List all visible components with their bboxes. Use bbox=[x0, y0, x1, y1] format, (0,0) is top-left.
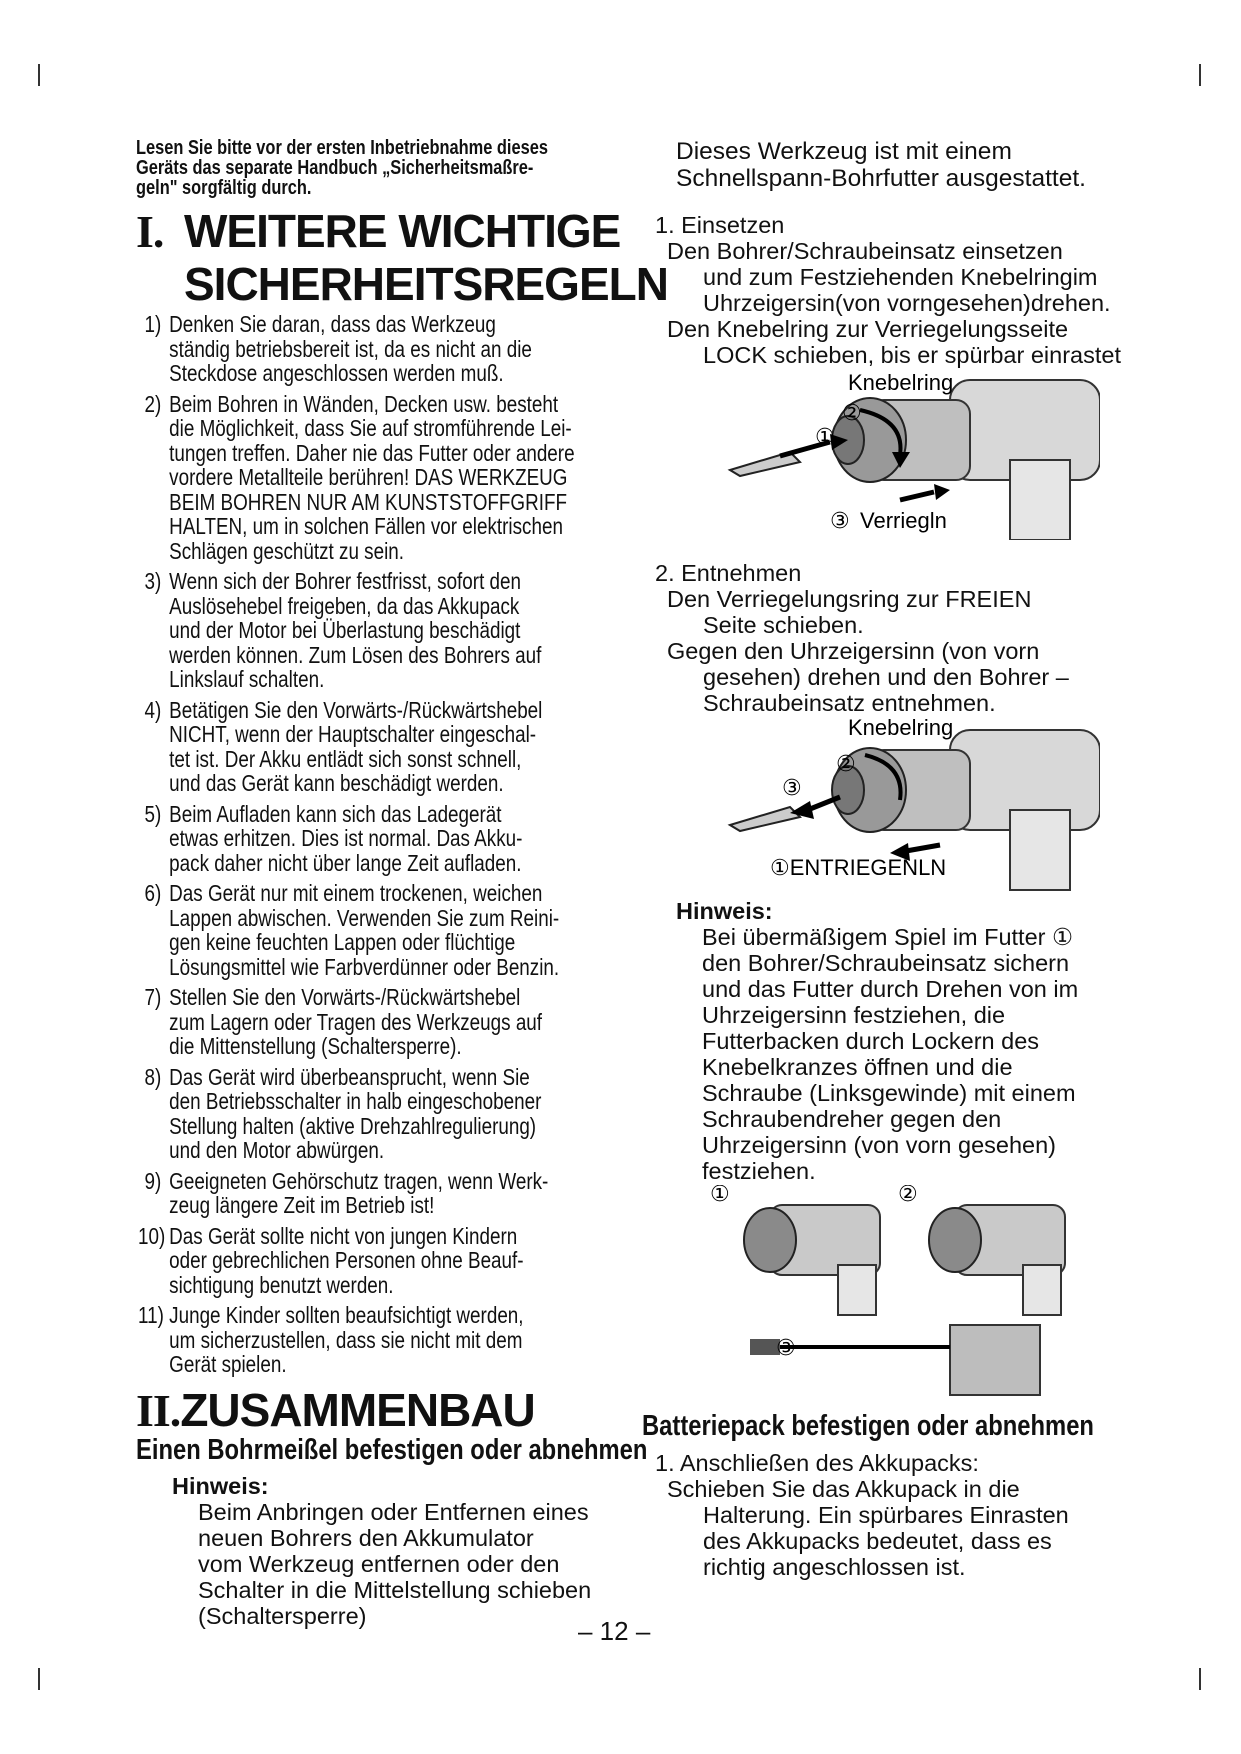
hinweis-label: Hinweis: bbox=[172, 1473, 269, 1499]
rule-number: 5) bbox=[144, 800, 162, 827]
text-line: Den Bohrer/Schraubeinsatz einsetzen bbox=[667, 238, 1063, 264]
safety-rule-item bbox=[138, 1303, 630, 1377]
safety-rules-list bbox=[138, 312, 738, 1383]
rule-line: Stellen Sie den Vorwärts-/Rückwärtshebel bbox=[169, 984, 521, 1010]
text-line: richtig angeschlossen ist. bbox=[703, 1554, 966, 1580]
rule-line: Betätigen Sie den Vorwärts-/Rückwärtshebel bbox=[169, 696, 543, 723]
text-line: LOCK schieben, bis er spürbar einrastet bbox=[703, 342, 1121, 368]
page-number: – 12 – bbox=[578, 1616, 651, 1646]
rule-number: 2) bbox=[144, 390, 162, 417]
section-number: I. bbox=[136, 206, 164, 257]
step-einsetzen bbox=[655, 212, 1121, 368]
fig2-callout-3: ③ bbox=[782, 776, 802, 801]
text-line: Futterbacken durch Lockern des bbox=[702, 1028, 1040, 1054]
rule-line: und den Motor abwürgen. bbox=[169, 1137, 385, 1163]
rule-line: werden können. Zum Lösen des Bohrers auf bbox=[169, 641, 542, 668]
rule-line: Lösungsmittel wie Farbverdünner oder Benzin. bbox=[169, 953, 560, 980]
rule-line: Das Gerät wird überbeansprucht, wenn Sie bbox=[169, 1063, 530, 1090]
safety-rule-item bbox=[138, 881, 630, 979]
rule-line: zeug längere Zeit im Betrieb ist! bbox=[169, 1192, 435, 1218]
fig1-label-verriegeln: Verriegln bbox=[860, 508, 947, 533]
text-line: Knebelkranzes öffnen und die bbox=[702, 1054, 1013, 1080]
fig3-callout-3: ③ bbox=[776, 1336, 796, 1361]
rule-line: Junge Kinder sollten beaufsichtigt werden, bbox=[169, 1302, 524, 1328]
rule-line: Denken Sie daran, dass das Werkzeug bbox=[169, 311, 496, 337]
step-entnehmen bbox=[655, 560, 1069, 716]
drill-remove-figure bbox=[720, 715, 1100, 895]
intro-line: geln" sorgfältig durch. bbox=[136, 177, 312, 199]
rule-line: NICHT, wenn der Hauptschalter eingeschal- bbox=[169, 721, 537, 747]
safety-rule-item bbox=[138, 392, 630, 564]
drill-insert-figure bbox=[720, 370, 1100, 540]
rule-number: 7) bbox=[144, 984, 162, 1010]
text-line: den Bohrer/Schraubeinsatz sichern bbox=[702, 950, 1070, 976]
text-line: neuen Bohrers den Akkumulator bbox=[198, 1525, 534, 1551]
safety-rule-item bbox=[138, 985, 630, 1059]
rule-line: BEIM BOHREN NUR AM KUNSTSTOFFGRIFF bbox=[169, 488, 567, 515]
hinweis-right bbox=[676, 898, 1078, 1184]
text-line: Halterung. Ein spürbares Einrasten bbox=[703, 1502, 1069, 1528]
text-line: festziehen. bbox=[702, 1158, 816, 1184]
text-line: Schraubendreher gegen den bbox=[702, 1106, 1002, 1132]
intro-note bbox=[136, 138, 628, 198]
text-line: gesehen) drehen und den Bohrer – bbox=[703, 664, 1069, 690]
chuck-tighten-figure bbox=[710, 1185, 1080, 1400]
rule-line: tungen treffen. Daher nie das Futter oder andere bbox=[169, 439, 575, 466]
text-line: Den Verriegelungsring zur FREIEN bbox=[667, 586, 1032, 612]
fig2-label-knebelring: Knebelring bbox=[848, 715, 954, 740]
rule-number: 8) bbox=[144, 1063, 162, 1090]
section-title: ZUSAMMENBAU bbox=[180, 1384, 535, 1436]
text-line: Uhrzeigersin(von vorngesehen)drehen. bbox=[703, 290, 1111, 316]
rule-line: Lappen abwischen. Verwenden Sie zum Reini- bbox=[169, 904, 560, 931]
fig2-label-entriegeln: ①ENTRIEGENLN bbox=[770, 855, 947, 880]
subheading-drill-bit: Einen Bohrmeißel befestigen oder abnehmen bbox=[136, 1434, 648, 1466]
fig3-callout-1: ① bbox=[710, 1185, 730, 1207]
section-number: II. bbox=[136, 1385, 181, 1436]
rule-line: etwas erhitzen. Dies ist normal. Das Akku- bbox=[169, 825, 523, 851]
fig2-callout-2: ② bbox=[836, 752, 856, 777]
safety-rule-item bbox=[138, 312, 630, 386]
safety-rule-item bbox=[138, 1065, 630, 1163]
step-akku bbox=[655, 1450, 1069, 1580]
section-title-line: WEITERE WICHTIGE bbox=[184, 205, 621, 257]
rule-line: gen keine feuchten Lappen oder flüchtige bbox=[169, 929, 516, 955]
section-2-heading bbox=[136, 1383, 535, 1437]
rule-line: Geeigneten Gehörschutz tragen, wenn Werk- bbox=[169, 1167, 549, 1194]
rule-line: oder gebrechlichen Personen ohne Beauf- bbox=[169, 1247, 524, 1273]
safety-rule-item bbox=[138, 1169, 630, 1218]
rule-line: Das Gerät sollte nicht von jungen Kindern bbox=[169, 1222, 518, 1249]
crop-mark bbox=[1199, 64, 1201, 86]
text-line: (Schaltersperre) bbox=[198, 1603, 367, 1629]
hinweis-left bbox=[172, 1473, 642, 1629]
rule-line: sichtigung benutzt werden. bbox=[169, 1271, 394, 1298]
rule-line: und der Motor bei Überlastung beschädigt bbox=[169, 617, 521, 643]
safety-rule-item bbox=[138, 698, 630, 796]
text-line: vom Werkzeug entfernen oder den bbox=[198, 1551, 560, 1577]
section-1-heading bbox=[136, 205, 668, 310]
rule-number: 11) bbox=[138, 1302, 164, 1328]
text-line: des Akkupacks bedeutet, dass es bbox=[703, 1528, 1052, 1554]
text-line: Seite schieben. bbox=[703, 612, 864, 638]
fig1-label-knebelring: Knebelring bbox=[848, 370, 954, 395]
rule-line: Steckdose angeschlossen werden muß. bbox=[169, 360, 504, 386]
rule-line: die Möglichkeit, dass Sie auf stromführende Lei- bbox=[169, 415, 572, 441]
rule-line: den Betriebsschalter in halb eingeschobener bbox=[169, 1088, 542, 1114]
fig1-callout-3: ③ bbox=[830, 509, 850, 534]
rule-line: die Mittenstellung (Schaltersperre). bbox=[169, 1033, 462, 1059]
rule-number: 6) bbox=[144, 880, 162, 906]
crop-mark bbox=[38, 1668, 40, 1690]
rule-line: Das Gerät nur mit einem trockenen, weichen bbox=[169, 880, 543, 906]
rule-line: Beim Bohren in Wänden, Decken usw. besteht bbox=[169, 390, 559, 417]
step-heading: 1. Einsetzen bbox=[655, 212, 785, 238]
fig3-drill-2 bbox=[929, 1205, 1065, 1315]
text-line: Schalter in die Mittelstellung schieben bbox=[198, 1577, 592, 1603]
safety-rule-item bbox=[138, 569, 630, 692]
rule-number: 9) bbox=[144, 1167, 162, 1194]
rule-line: um sicherzustellen, dass sie nicht mit dem bbox=[169, 1326, 523, 1353]
rule-line: pack daher nicht über lange Zeit aufladen. bbox=[169, 849, 522, 876]
text-line: Schraubeinsatz entnehmen. bbox=[703, 690, 996, 716]
rule-number: 1) bbox=[144, 311, 162, 337]
safety-rule-item bbox=[138, 1224, 630, 1298]
rule-number: 4) bbox=[144, 696, 162, 723]
section-title-line: SICHERHEITSREGELN bbox=[184, 258, 668, 310]
fig3-callout-2: ② bbox=[898, 1185, 918, 1207]
rule-line: ständig betriebsbereit ist, da es nicht an die bbox=[169, 335, 532, 362]
rule-line: vordere Metallteile berühren! DAS WERKZEUG bbox=[169, 464, 568, 490]
rule-number: 3) bbox=[144, 568, 162, 594]
text-line: Den Knebelring zur Verriegelungsseite bbox=[667, 316, 1069, 342]
fig1-callout-2: ② bbox=[842, 401, 862, 426]
text-line: Schraube (Linksgewinde) mit einem bbox=[702, 1080, 1076, 1106]
rule-line: Wenn sich der Bohrer festfrisst, sofort den bbox=[169, 568, 522, 594]
subheading-battery: Batteriepack befestigen oder abnehmen bbox=[642, 1410, 1094, 1442]
chuck-intro bbox=[676, 138, 1086, 192]
rule-line: Stellung halten (aktive Drehzahlregulierung) bbox=[169, 1112, 537, 1139]
rule-line: und das Gerät kann beschädigt werden. bbox=[169, 770, 504, 796]
text-line: Schieben Sie das Akkupack in die bbox=[667, 1476, 1020, 1502]
rule-line: zum Lagern oder Tragen des Werkzeugs auf bbox=[169, 1008, 543, 1035]
rule-line: Linkslauf schalten. bbox=[169, 666, 325, 692]
text-line: und zum Festziehenden Knebelringim bbox=[703, 264, 1098, 290]
rule-line: tet ist. Der Akku entlädt sich sonst schnell, bbox=[169, 745, 522, 772]
fig3-drill-1 bbox=[744, 1205, 880, 1315]
text-line: Bei übermäßigem Spiel im Futter ① bbox=[702, 924, 1074, 950]
rule-line: HALTEN, um in solchen Fällen vor elektrischen bbox=[169, 513, 563, 539]
rule-line: Schlägen geschützt zu sein. bbox=[169, 537, 405, 564]
rule-number: 10) bbox=[138, 1222, 166, 1249]
rule-line: Gerät spielen. bbox=[169, 1351, 287, 1377]
safety-rule-item bbox=[138, 802, 630, 876]
text-line: Beim Anbringen oder Entfernen eines bbox=[198, 1499, 589, 1525]
text-line: Schnellspann-Bohrfutter ausgestattet. bbox=[676, 165, 1086, 192]
crop-mark bbox=[1199, 1668, 1201, 1690]
text-line: Uhrzeigersinn (von vorn gesehen) bbox=[702, 1132, 1056, 1158]
text-line: Uhrzeigersinn festziehen, die bbox=[702, 1002, 1006, 1028]
fig1-callout-1: ① bbox=[815, 425, 835, 450]
text-line: Dieses Werkzeug ist mit einem bbox=[676, 138, 1012, 165]
rule-line: Auslösehebel freigeben, da das Akkupack bbox=[169, 592, 520, 619]
hinweis-label: Hinweis: bbox=[676, 898, 773, 924]
rule-line: Beim Aufladen kann sich das Ladegerät bbox=[169, 800, 502, 827]
step-heading: 2. Entnehmen bbox=[655, 560, 802, 586]
intro-line: Lesen Sie bitte vor der ersten Inbetriebnahme dieses bbox=[136, 137, 548, 159]
text-line: und das Futter durch Drehen von im bbox=[702, 976, 1079, 1002]
intro-line: Geräts das separate Handbuch „Sicherheitsmaßre- bbox=[136, 157, 534, 179]
step-heading: 1. Anschließen des Akkupacks: bbox=[655, 1450, 979, 1476]
text-line: Gegen den Uhrzeigersinn (von vorn bbox=[667, 638, 1040, 664]
crop-mark bbox=[38, 64, 40, 86]
